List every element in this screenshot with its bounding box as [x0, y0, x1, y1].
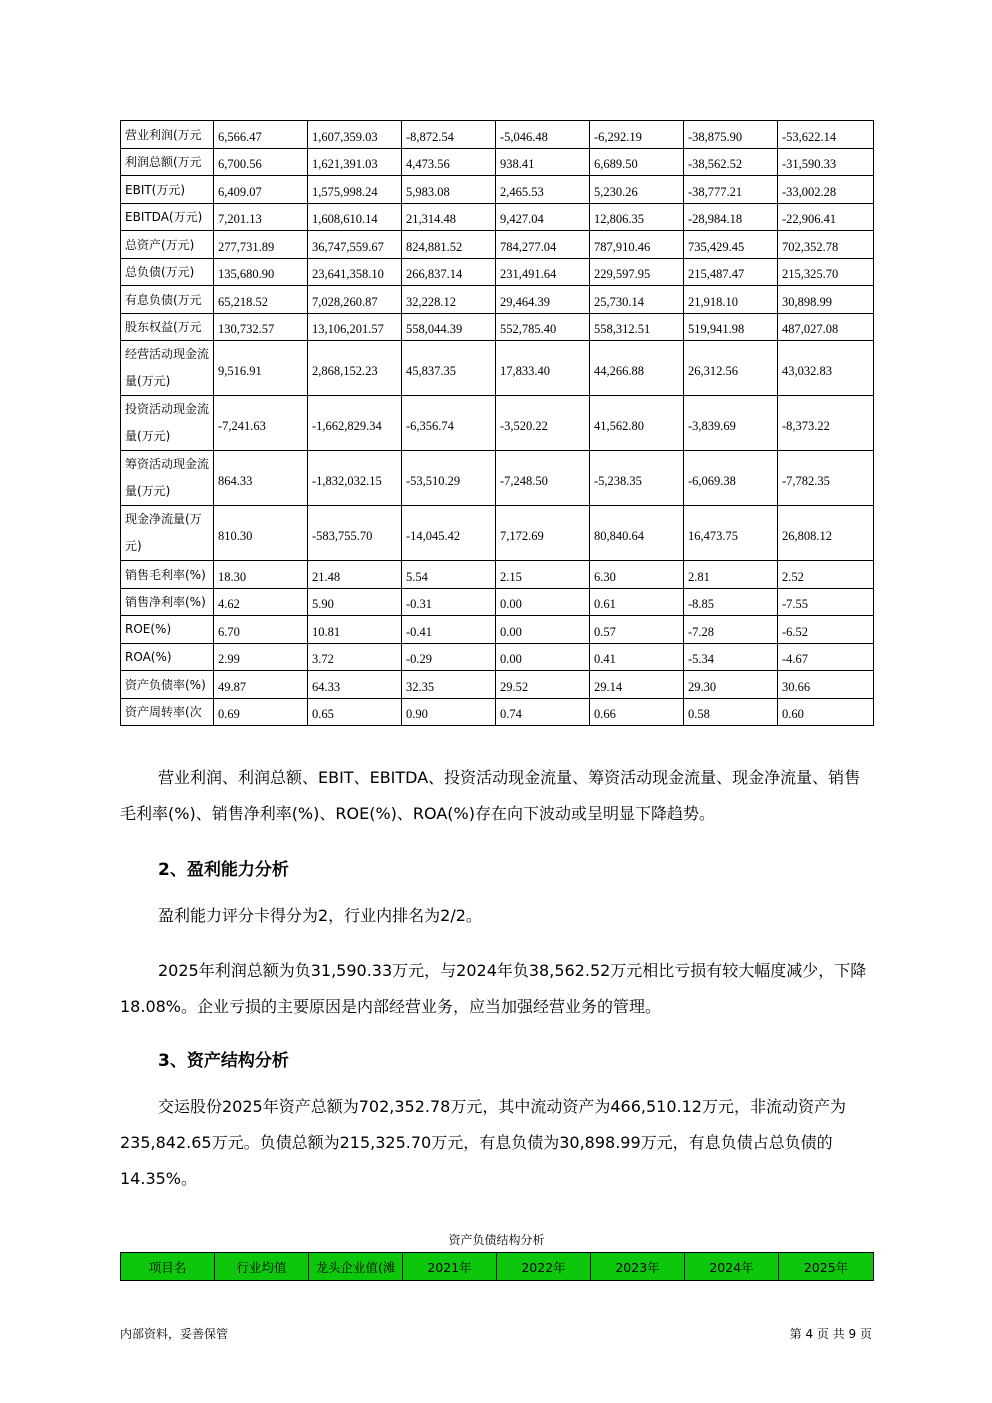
- value-cell: 5.54: [402, 561, 496, 589]
- value-cell: 9,516.91: [214, 341, 308, 396]
- value-cell: 702,352.78: [778, 231, 874, 259]
- value-cell: 16,473.75: [684, 506, 778, 561]
- header-cell: 2025年: [779, 1253, 874, 1281]
- value-cell: 938.41: [496, 148, 590, 176]
- table-row: [121, 341, 874, 396]
- value-cell: -8,872.54: [402, 121, 496, 149]
- value-cell: 0.60: [778, 698, 874, 726]
- table-row: [121, 643, 874, 671]
- value-cell: 2,465.53: [496, 176, 590, 204]
- value-cell: 6.30: [590, 561, 684, 589]
- value-cell: 0.90: [402, 698, 496, 726]
- row-label: 筹资活动现金流量(万元): [121, 451, 214, 506]
- value-cell: 5.90: [308, 588, 402, 616]
- value-cell: -8.85: [684, 588, 778, 616]
- table-row: [121, 313, 874, 341]
- row-label: 股东权益(万元: [121, 313, 214, 341]
- value-cell: 1,621,391.03: [308, 148, 402, 176]
- value-cell: -31,590.33: [778, 148, 874, 176]
- value-cell: 735,429.45: [684, 231, 778, 259]
- value-cell: 7,028,260.87: [308, 286, 402, 314]
- row-label: 总负债(万元): [121, 258, 214, 286]
- table-row: [121, 506, 874, 561]
- value-cell: -5,238.35: [590, 451, 684, 506]
- value-cell: -0.31: [402, 588, 496, 616]
- value-cell: 0.57: [590, 616, 684, 644]
- value-cell: 6,566.47: [214, 121, 308, 149]
- value-cell: -38,777.21: [684, 176, 778, 204]
- value-cell: -1,662,829.34: [308, 396, 402, 451]
- value-cell: 558,044.39: [402, 313, 496, 341]
- table-row: [121, 231, 874, 259]
- row-label: EBITDA(万元): [121, 203, 214, 231]
- asset-structure-heading: 3、资产结构分析: [158, 1051, 289, 1071]
- value-cell: -14,045.42: [402, 506, 496, 561]
- value-cell: 23,641,358.10: [308, 258, 402, 286]
- value-cell: 6,689.50: [590, 148, 684, 176]
- value-cell: 36,747,559.67: [308, 231, 402, 259]
- value-cell: 4.62: [214, 588, 308, 616]
- value-cell: 0.00: [496, 588, 590, 616]
- asset-liability-structure-table: [120, 1252, 874, 1281]
- financial-indicators-table: [120, 120, 874, 726]
- table-row: [121, 561, 874, 589]
- value-cell: 0.61: [590, 588, 684, 616]
- row-label: 资产周转率(次: [121, 698, 214, 726]
- value-cell: -7,241.63: [214, 396, 308, 451]
- value-cell: 130,732.57: [214, 313, 308, 341]
- value-cell: -53,510.29: [402, 451, 496, 506]
- row-label: 利润总额(万元: [121, 148, 214, 176]
- value-cell: 6.70: [214, 616, 308, 644]
- value-cell: -22,906.41: [778, 203, 874, 231]
- value-cell: -6,069.38: [684, 451, 778, 506]
- value-cell: 43,032.83: [778, 341, 874, 396]
- value-cell: 49.87: [214, 671, 308, 699]
- value-cell: -583,755.70: [308, 506, 402, 561]
- value-cell: 3.72: [308, 643, 402, 671]
- value-cell: 6,409.07: [214, 176, 308, 204]
- value-cell: 1,607,359.03: [308, 121, 402, 149]
- value-cell: 21,314.48: [402, 203, 496, 231]
- value-cell: 30,898.99: [778, 286, 874, 314]
- value-cell: 80,840.64: [590, 506, 684, 561]
- table-row: [121, 698, 874, 726]
- value-cell: 5,983.08: [402, 176, 496, 204]
- value-cell: 7,201.13: [214, 203, 308, 231]
- value-cell: 135,680.90: [214, 258, 308, 286]
- table-row: [121, 396, 874, 451]
- value-cell: -1,832,032.15: [308, 451, 402, 506]
- value-cell: -28,984.18: [684, 203, 778, 231]
- header-cell: 2024年: [685, 1253, 779, 1281]
- value-cell: 1,575,998.24: [308, 176, 402, 204]
- value-cell: 864.33: [214, 451, 308, 506]
- value-cell: 277,731.89: [214, 231, 308, 259]
- value-cell: 9,427.04: [496, 203, 590, 231]
- table-row: [121, 671, 874, 699]
- value-cell: 0.58: [684, 698, 778, 726]
- value-cell: -0.29: [402, 643, 496, 671]
- header-cell: 2022年: [497, 1253, 591, 1281]
- value-cell: -7,248.50: [496, 451, 590, 506]
- value-cell: 29,464.39: [496, 286, 590, 314]
- table-row: [121, 588, 874, 616]
- score-paragraph: 盈利能力评分卡得分为2，行业内排名为2/2。: [158, 906, 482, 925]
- value-cell: 0.41: [590, 643, 684, 671]
- value-cell: 64.33: [308, 671, 402, 699]
- value-cell: -6,292.19: [590, 121, 684, 149]
- value-cell: 12,806.35: [590, 203, 684, 231]
- value-cell: -0.41: [402, 616, 496, 644]
- value-cell: -38,562.52: [684, 148, 778, 176]
- value-cell: 44,266.88: [590, 341, 684, 396]
- value-cell: 552,785.40: [496, 313, 590, 341]
- value-cell: 519,941.98: [684, 313, 778, 341]
- header-cell: 龙头企业值(滩: [309, 1253, 403, 1281]
- value-cell: 32,228.12: [402, 286, 496, 314]
- value-cell: 784,277.04: [496, 231, 590, 259]
- value-cell: 26,312.56: [684, 341, 778, 396]
- header-cell: 2023年: [591, 1253, 685, 1281]
- value-cell: -6,356.74: [402, 396, 496, 451]
- table-row: [121, 176, 874, 204]
- asset-structure-paragraph: 交运股份2025年资产总额为702,352.78万元，其中流动资产为466,510.12万元，非流动资产为235,842.65万元。负债总额为215,325.70万元，有息负债为30,898.99万元，有息负债占总负债的14.35%。: [120, 1097, 846, 1188]
- value-cell: 7,172.69: [496, 506, 590, 561]
- value-cell: 0.74: [496, 698, 590, 726]
- value-cell: 29.52: [496, 671, 590, 699]
- row-label: 总资产(万元): [121, 231, 214, 259]
- profit-paragraph: 2025年利润总额为负31,590.33万元，与2024年负38,562.52万元相比亏损有较大幅度减少，下降18.08%。企业亏损的主要原因是内部经营业务，应当加强经营业务的管理。: [120, 961, 867, 1016]
- row-label: 现金净流量(万元): [121, 506, 214, 561]
- value-cell: 215,487.47: [684, 258, 778, 286]
- value-cell: 10.81: [308, 616, 402, 644]
- value-cell: 558,312.51: [590, 313, 684, 341]
- value-cell: 30.66: [778, 671, 874, 699]
- header-cell: 项目名: [121, 1253, 215, 1281]
- value-cell: 4,473.56: [402, 148, 496, 176]
- value-cell: 0.00: [496, 616, 590, 644]
- value-cell: -6.52: [778, 616, 874, 644]
- value-cell: 824,881.52: [402, 231, 496, 259]
- value-cell: -7,782.35: [778, 451, 874, 506]
- value-cell: 266,837.14: [402, 258, 496, 286]
- value-cell: 2.81: [684, 561, 778, 589]
- table-row: [121, 616, 874, 644]
- table-row: [121, 203, 874, 231]
- row-label: EBIT(万元): [121, 176, 214, 204]
- table-row: [121, 258, 874, 286]
- value-cell: -5.34: [684, 643, 778, 671]
- value-cell: 810.30: [214, 506, 308, 561]
- row-label: 销售净利率(%): [121, 588, 214, 616]
- row-label: ROA(%): [121, 643, 214, 671]
- row-label: 有息负债(万元: [121, 286, 214, 314]
- value-cell: -53,622.14: [778, 121, 874, 149]
- row-label: 营业利润(万元: [121, 121, 214, 149]
- value-cell: 229,597.95: [590, 258, 684, 286]
- table-row: [121, 148, 874, 176]
- row-label: 资产负债率(%): [121, 671, 214, 699]
- value-cell: 0.69: [214, 698, 308, 726]
- value-cell: -5,046.48: [496, 121, 590, 149]
- footer-page-number: 第 4 页 共 9 页: [789, 1327, 872, 1341]
- value-cell: -38,875.90: [684, 121, 778, 149]
- value-cell: 13,106,201.57: [308, 313, 402, 341]
- header-cell: 2021年: [403, 1253, 497, 1281]
- header-cell: 行业均值: [215, 1253, 309, 1281]
- value-cell: 65,218.52: [214, 286, 308, 314]
- value-cell: 29.30: [684, 671, 778, 699]
- value-cell: 21.48: [308, 561, 402, 589]
- row-label: 销售毛利率(%): [121, 561, 214, 589]
- value-cell: 41,562.80: [590, 396, 684, 451]
- value-cell: 2.99: [214, 643, 308, 671]
- table-row: [121, 451, 874, 506]
- value-cell: -7.55: [778, 588, 874, 616]
- value-cell: 6,700.56: [214, 148, 308, 176]
- value-cell: 0.65: [308, 698, 402, 726]
- value-cell: -8,373.22: [778, 396, 874, 451]
- value-cell: 2.52: [778, 561, 874, 589]
- value-cell: 25,730.14: [590, 286, 684, 314]
- value-cell: 21,918.10: [684, 286, 778, 314]
- value-cell: 215,325.70: [778, 258, 874, 286]
- value-cell: 1,608,610.14: [308, 203, 402, 231]
- row-label: 经营活动现金流量(万元): [121, 341, 214, 396]
- value-cell: 45,837.35: [402, 341, 496, 396]
- value-cell: 5,230.26: [590, 176, 684, 204]
- value-cell: 0.00: [496, 643, 590, 671]
- value-cell: 2.15: [496, 561, 590, 589]
- value-cell: -7.28: [684, 616, 778, 644]
- value-cell: 487,027.08: [778, 313, 874, 341]
- row-label: ROE(%): [121, 616, 214, 644]
- value-cell: 2,868,152.23: [308, 341, 402, 396]
- value-cell: 18.30: [214, 561, 308, 589]
- value-cell: 26,808.12: [778, 506, 874, 561]
- value-cell: 17,833.40: [496, 341, 590, 396]
- trend-paragraph: 营业利润、利润总额、EBIT、EBITDA、投资活动现金流量、筹资活动现金流量、现金净流量、销售毛利率(%)、销售净利率(%)、ROE(%)、ROA(%)存在向下波动或呈明显下降趋势。: [120, 768, 861, 823]
- value-cell: -3,520.22: [496, 396, 590, 451]
- table-row: [121, 286, 874, 314]
- value-cell: 787,910.46: [590, 231, 684, 259]
- value-cell: -3,839.69: [684, 396, 778, 451]
- value-cell: 32.35: [402, 671, 496, 699]
- value-cell: -4.67: [778, 643, 874, 671]
- footer-confidential-note: 内部资料，妥善保管: [120, 1327, 229, 1341]
- value-cell: 29.14: [590, 671, 684, 699]
- structure-table-caption: 资产负债结构分析: [448, 1233, 545, 1247]
- value-cell: 0.66: [590, 698, 684, 726]
- table-row: [121, 121, 874, 149]
- profitability-heading: 2、盈利能力分析: [158, 860, 289, 880]
- structure-table-header-row: [121, 1253, 874, 1281]
- value-cell: 231,491.64: [496, 258, 590, 286]
- value-cell: -33,002.28: [778, 176, 874, 204]
- row-label: 投资活动现金流量(万元): [121, 396, 214, 451]
